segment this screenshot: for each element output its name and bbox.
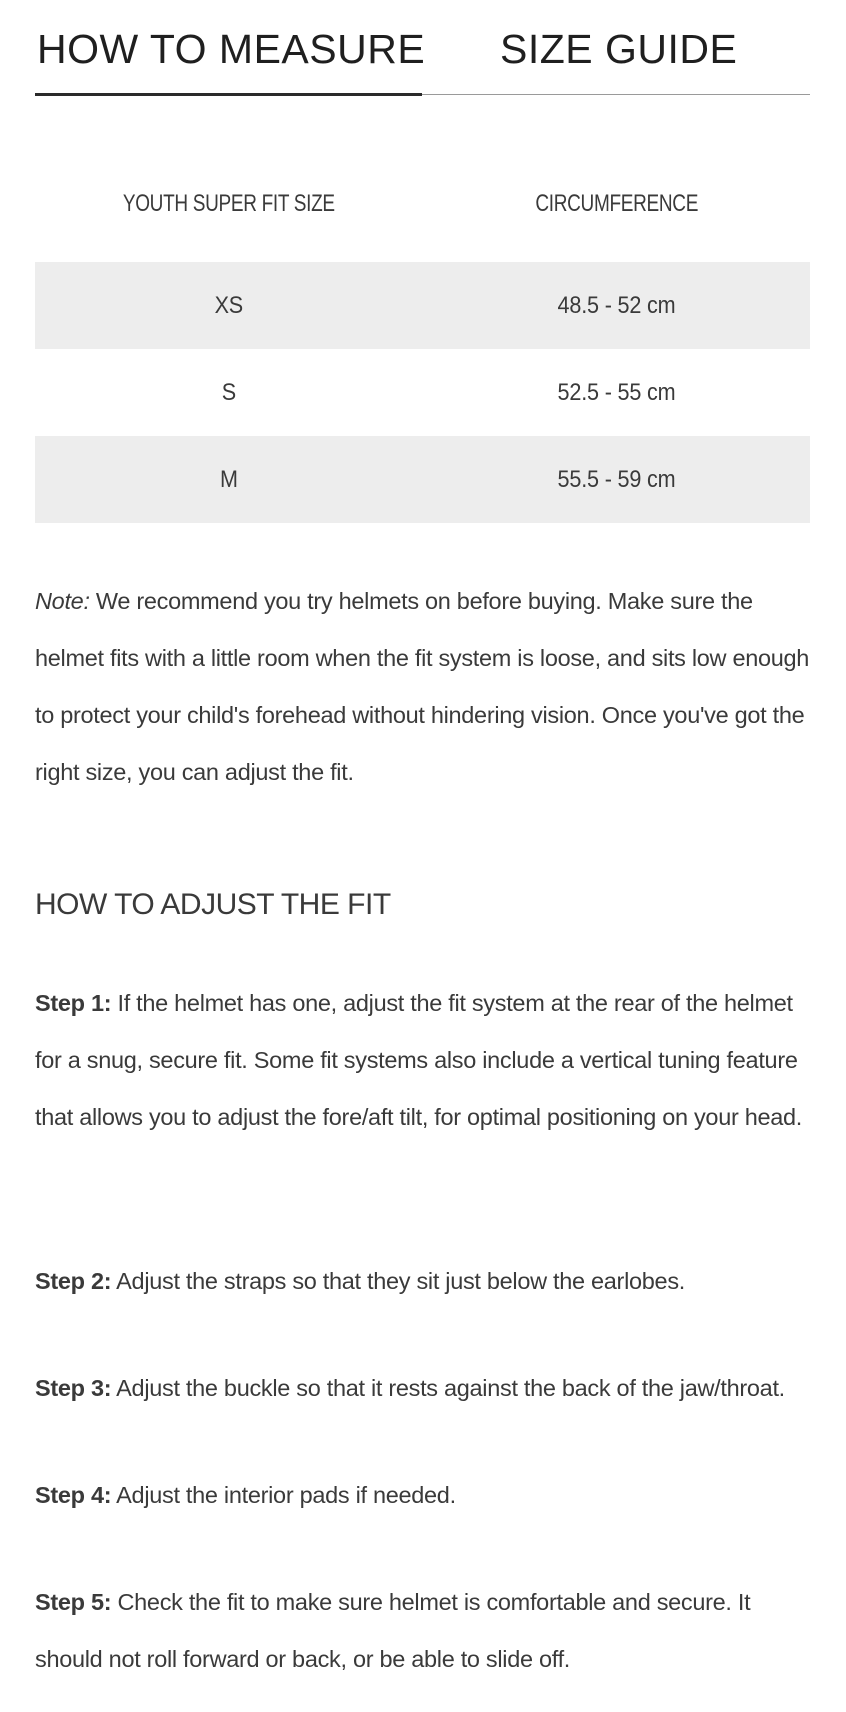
- table-row: [35, 436, 810, 523]
- tab-size-guide[interactable]: SIZE GUIDE: [500, 26, 738, 72]
- step-1: [35, 975, 820, 1146]
- cell-size: XS: [35, 262, 423, 349]
- fit-note: [35, 573, 815, 801]
- note-text: We recommend you try helmets on before buying. Make sure the helmet fits with a little room when the fit system is loose, and sits low enough to protect your child's forehead without hindering vision. Once you've got the right size, you can adjust the fit.: [35, 588, 810, 785]
- step-label: Step 1:: [35, 990, 112, 1016]
- step-label: Step 5:: [35, 1589, 112, 1615]
- table-row: [35, 262, 810, 349]
- cell-circumference: 55.5 - 59 cm: [423, 436, 810, 523]
- step-5: [35, 1574, 820, 1688]
- active-tab-indicator: [35, 93, 422, 96]
- step-4: [35, 1467, 820, 1524]
- tab-bar: [35, 0, 810, 95]
- header-size: YOUTH SUPER FIT SIZE: [123, 190, 335, 217]
- note-label: Note:: [35, 588, 90, 614]
- step-text: Adjust the straps so that they sit just below the earlobes.: [111, 1268, 685, 1294]
- cell-size: M: [35, 436, 423, 523]
- step-text: Adjust the interior pads if needed.: [111, 1482, 456, 1508]
- step-label: Step 2:: [35, 1268, 112, 1294]
- table-row: [35, 349, 810, 436]
- size-guide-page: [35, 0, 810, 1672]
- step-text: Check the fit to make sure helmet is comfortable and secure. It should not roll forward or back, or be able to slide off.: [35, 1589, 751, 1672]
- header-circumference: CIRCUMFERENCE: [535, 190, 698, 217]
- cell-size: S: [221, 378, 237, 406]
- step-2: [35, 1253, 820, 1310]
- step-label: Step 4:: [35, 1482, 112, 1508]
- adjust-fit-heading: HOW TO ADJUST THE FIT: [35, 888, 391, 921]
- table-header-row: [35, 190, 810, 262]
- step-label: Step 3:: [35, 1375, 112, 1401]
- step-text: If the helmet has one, adjust the fit system at the rear of the helmet for a snug, secure fit. Some fit systems also include a vertical tuning feature that allows you to adjust the fore/aft tilt, for optimal positioning on your head.: [35, 990, 803, 1130]
- size-table: [35, 190, 810, 523]
- cell-circumference: 48.5 - 52 cm: [423, 262, 810, 349]
- step-text: Adjust the buckle so that it rests against the back of the jaw/throat.: [111, 1375, 785, 1401]
- cell-circumference: 52.5 - 55 cm: [557, 378, 676, 406]
- tab-how-to-measure[interactable]: HOW TO MEASURE: [37, 26, 426, 72]
- step-3: [35, 1360, 820, 1417]
